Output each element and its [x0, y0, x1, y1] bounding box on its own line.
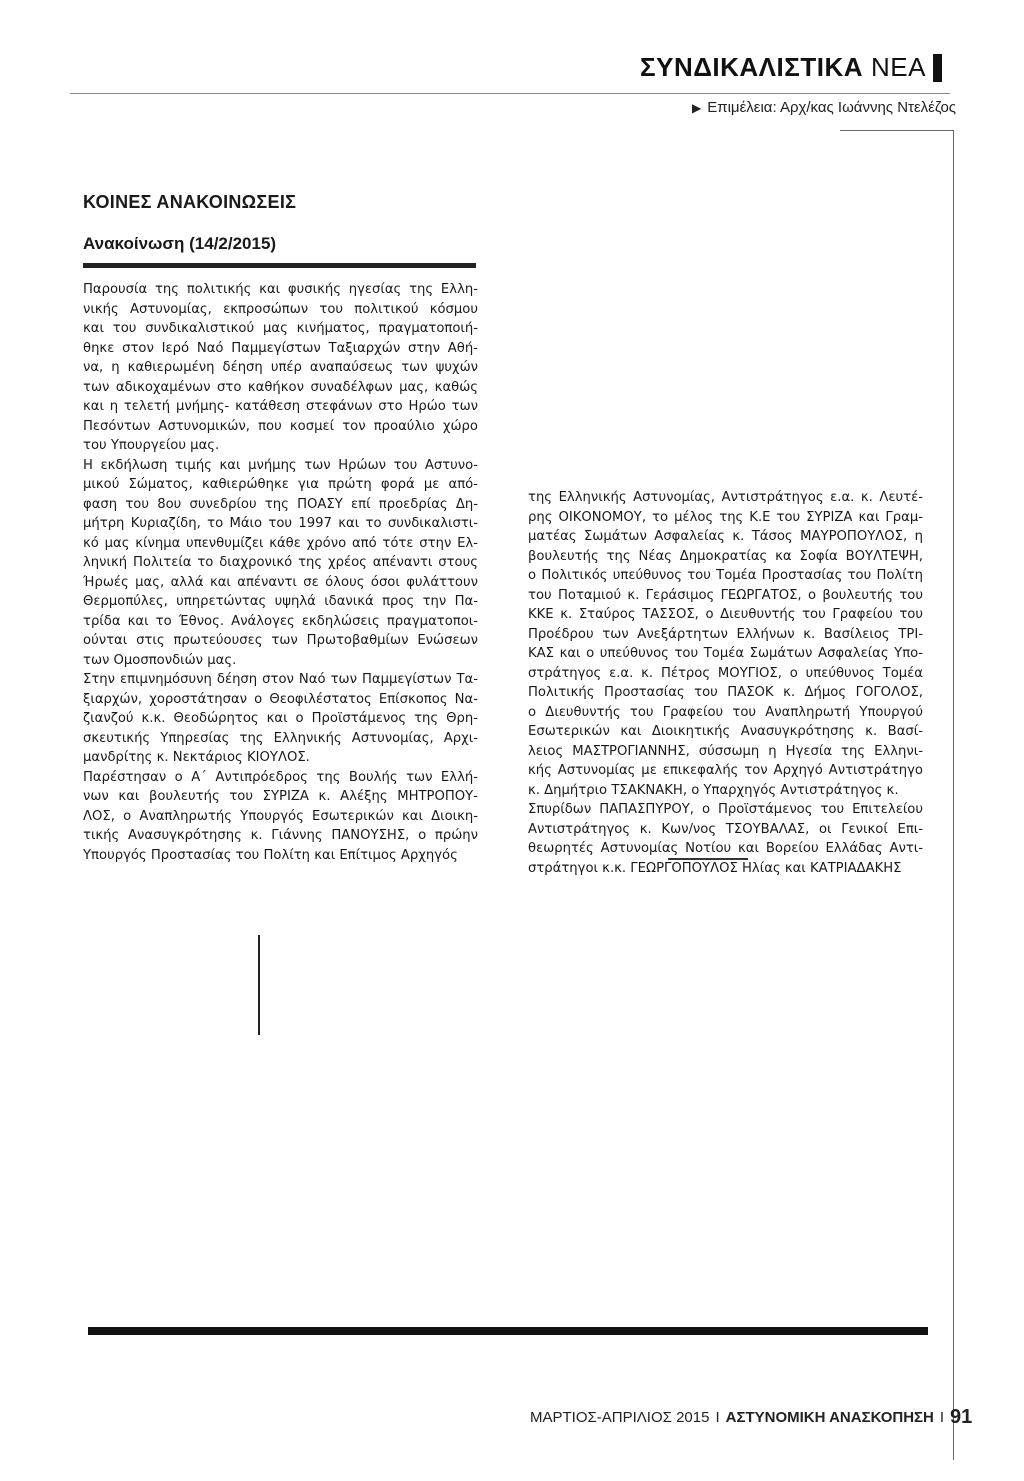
section-title-suffix: ΝΕΑ	[871, 52, 926, 82]
text-line: Πεσόντων Αστυνομικών, που κοσμεί τον προαύλιο χώρο	[83, 418, 478, 434]
text-line: Στην επιμνημόσυνη δέηση στον Ναό των Παμμεγίστων Τα-	[83, 672, 478, 687]
text-line: ξιαρχών, χοροστάτησαν ο Θεοφιλέστατος Επίσκοπος Να-	[83, 691, 478, 707]
section-title-bar	[933, 54, 942, 82]
text-line: βουλευτής της Νέας Δημοκρατίας κα Σοφία ΒΟΥΛΤΕΨΗ,	[528, 548, 923, 564]
page-footer	[530, 1406, 972, 1429]
editor-credit	[692, 99, 956, 116]
text-line: κό μας κίνημα υπενθυμίζει κάθε χρόνο από τότε στην Ελ-	[83, 535, 478, 551]
page-number: 91	[950, 1406, 973, 1428]
text-line: να, η καθιερωμένη δέηση υπέρ αναπαύσεως των ψυχών	[83, 360, 478, 375]
text-line: ρης ΟΙΚΟΝΟΜΟΥ, το μέλος της Κ.Ε του ΣΥΡΙΖΑ και Γραμ-	[528, 509, 923, 525]
vertical-divider	[258, 935, 260, 1035]
play-arrow-icon: ▶	[692, 101, 702, 115]
text-line: Αντιστράτηγος κ. Κων/νος ΤΣΟΥΒΑΛΑΣ, οι Γενικοί Επι-	[528, 821, 923, 837]
article-column-right	[528, 488, 923, 878]
text-line: τικής Ανασυγκρότησης κ. Γιάννης ΠΑΝΟΥΣΗΣ, ο πρώην	[83, 828, 478, 843]
text-line: και του συνδικαλιστικού μας κινήματος, πραγματοποιή-	[83, 321, 478, 336]
text-line: του Υπουργείου μας.	[83, 438, 220, 453]
text-line: ζιανζού κ.κ. Θεοδώρητος και ο Προϊστάμενος της Θρη-	[83, 711, 478, 726]
text-line: νων και βουλευτής του ΣΥΡΙΖΑ κ. Αλέξης ΜΗΤΡΟΠΟΥ-	[83, 789, 478, 804]
text-line: των αδικοχαμένων στο καθήκον συναδέλφων μας, καθώς	[83, 379, 478, 395]
footer-thick-rule	[88, 1327, 928, 1335]
article-heading: ΚΟΙΝΕΣ ΑΝΑΚΟΙΝΩΣΕΙΣ	[83, 192, 297, 212]
text-line: Σπυρίδων ΠΑΠΑΣΠΥΡΟΥ, ο Προϊστάμενος του Επιτελείου	[528, 802, 923, 817]
issue-date: ΜΑΡΤΙΟΣ-ΑΠΡΙΛΙΟΣ 2015	[530, 1409, 710, 1426]
text-line: μανδρίτης κ. Νεκτάριος ΚΙΟΥΛΟΣ.	[83, 750, 310, 765]
text-line: Η εκδήλωση τιμής και μνήμης των Ηρώων του Αστυνο-	[83, 457, 478, 473]
text-line: Υπουργός Προστασίας του Πολίτη και Επίτιμος Αρχηγός	[83, 847, 458, 863]
text-line: ληνική Πολιτεία το διαχρονικό της χρέος απέναντι στους	[83, 555, 478, 570]
text-line: ματέας Σωμάτων Ασφαλείας κ. Τάσος ΜΑΥΡΟΠΟΥΛΟΣ, η	[528, 529, 923, 544]
text-line: ΛΟΣ, ο Αναπληρωτής Υπουργός Εσωτερικών και Διοικη-	[83, 808, 478, 824]
text-line: τρίδα και το Έθνος. Ανάλογες εκδηλώσεις πραγματοποι-	[83, 613, 478, 629]
frame-top-rule	[840, 130, 954, 131]
text-line: Εσωτερικών και Διοικητικής Ανασυγκρότησης κ. Βασί-	[528, 724, 923, 739]
article-column-left	[83, 280, 478, 865]
text-line: Παρουσία της πολιτικής και φυσικής ηγεσίας της Ελλη-	[83, 282, 478, 297]
text-line: κής Αστυνομίας με επικεφαλής τον Αρχηγό Αντιστράτηγο	[528, 763, 923, 778]
text-line: στράτηγος ε.α. κ. Πέτρος ΜΟΥΓΙΟΣ, ο υπεύθυνος Τομέα	[528, 665, 923, 681]
text-line: Προέδρου των Ανεξάρτητων Ελλήνων κ. Βασίλειος ΤΡΙ-	[528, 626, 923, 642]
section-title: ΣΥΝΔΙΚΑΛΙΣΤΙΚΑ	[640, 52, 864, 82]
frame-right-rule	[953, 130, 954, 1460]
section-header	[640, 52, 942, 83]
header-divider	[70, 93, 950, 94]
text-line: λειος ΜΑΣΤΡΟΓΙΑΝΝΗΣ, σύσσωμη η Ηγεσία της Ελληνι-	[528, 743, 923, 759]
text-line: μήτρη Κυριαζίδη, το Μάιο του 1997 και το συνδικαλιστι-	[83, 516, 478, 531]
text-line: Ήρωές μας, αλλά και απέναντι σε όλους όσοι φυλάττουν	[83, 574, 478, 590]
text-line: ο Διευθυντής του Γραφείου του Αναπληρωτή Υπουργού	[528, 704, 923, 720]
text-line: της Ελληνικής Αστυνομίας, Αντιστράτηγος ε.α. κ. Λευτέ-	[528, 490, 923, 505]
text-line: και η τελετή μνήμης- κατάθεση στεφάνων στο Ηρώο των	[83, 399, 478, 414]
text-line: Παρέστησαν ο Α΄ Αντιπρόεδρος της Βουλής των Ελλή-	[83, 769, 478, 785]
text-line: ο Πολιτικός υπεύθυνος του Τομέα Προστασίας του Πολίτη	[528, 568, 923, 583]
text-line: θηκε στον Ιερό Ναό Παμμεγίστων Ταξιαρχών στην Αθή-	[83, 340, 478, 356]
short-divider	[668, 858, 748, 860]
article-subheading: Ανακοίνωση (14/2/2015)	[83, 234, 277, 253]
heading-underline	[83, 263, 476, 268]
text-line: θεωρητές Αστυνομίας Νοτίου και Βορείου Ελλάδας Αντι-	[528, 841, 923, 856]
text-line: των Ομοσπονδιών μας.	[83, 652, 237, 668]
text-line: Θερμοπύλες, υπηρετώντας υψηλά ιδανικά προς την Πα-	[83, 594, 478, 609]
text-line: ούνται στις πρωτεύουσες των Πρωτοβαθμίων Ενώσεων	[83, 633, 478, 648]
footer-separator: I	[715, 1409, 720, 1426]
footer-separator-2: I	[939, 1409, 945, 1426]
text-line: ΚΚΕ κ. Σταύρος ΤΑΣΣΟΣ, ο Διευθυντής του Γραφείου του	[528, 607, 923, 622]
text-line: κ. Δημήτριο ΤΣΑΚΝΑΚΗ, ο Υπαρχηγός Αντιστράτηγος κ.	[528, 782, 899, 798]
magazine-name: ΑΣΤΥΝΟΜΙΚΗ ΑΝΑΣΚΟΠΗΣΗ	[725, 1409, 934, 1426]
text-line: σκευτικής Υπηρεσίας της Ελληνικής Αστυνομίας, Αρχι-	[83, 730, 478, 746]
text-line: φαση του 8ου συνεδρίου της ΠΟΑΣΥ επί προεδρίας Δη-	[83, 496, 478, 512]
editor-credit-text: Επιμέλεια: Αρχ/κας Ιωάννης Ντελέζος	[707, 99, 957, 116]
text-line: νικής Αστυνομίας, εκπροσώπων του πολιτικού κόσμου	[83, 301, 478, 317]
text-line: του Ποταμιού κ. Γεράσιμος ΓΕΩΡΓΑΤΟΣ, ο βουλευτής του	[528, 587, 923, 603]
text-line: μικού Σώματος, καθιερώθηκε για πρώτη φορά με από-	[83, 477, 478, 492]
text-line: Πολιτικής Προστασίας του ΠΑΣΟΚ κ. Δήμος ΓΟΓΟΛΟΣ,	[528, 685, 923, 700]
text-line: ΚΑΣ και ο υπεύθυνος του Τομέα Σωμάτων Ασφαλείας Υπο-	[528, 646, 923, 661]
text-line: στράτηγοι κ.κ. ΓΕΩΡΓΟΠΟΥΛΟΣ Ηλίας και ΚΑΤΡΙΑΔΑΚΗΣ	[528, 860, 902, 876]
